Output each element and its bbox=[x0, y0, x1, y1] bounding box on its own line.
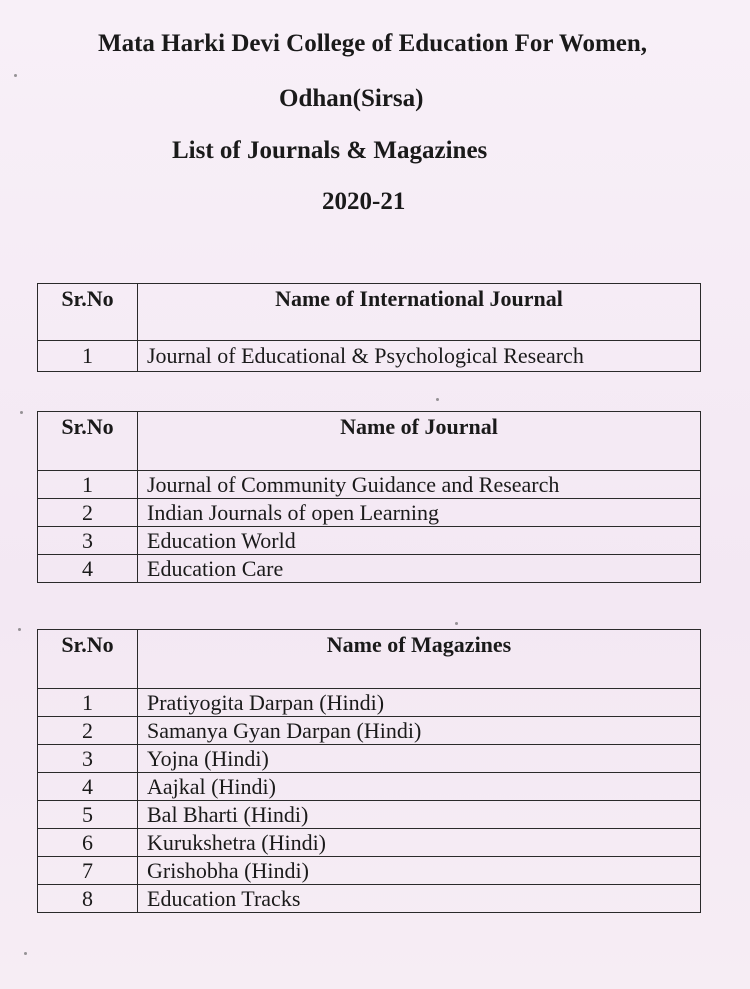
table-row bbox=[38, 717, 701, 745]
magazine-name-cell: Bal Bharti (Hindi) bbox=[138, 801, 701, 829]
sr-no-header: Sr.No bbox=[38, 284, 138, 341]
table-row bbox=[38, 829, 701, 857]
scan-speck bbox=[14, 74, 17, 77]
table-row bbox=[38, 527, 701, 555]
sr-no-cell: 5 bbox=[38, 801, 138, 829]
session-title: 2020-21 bbox=[322, 188, 406, 215]
table-header-row bbox=[38, 630, 701, 689]
sr-no-cell: 3 bbox=[38, 745, 138, 773]
scan-speck bbox=[436, 398, 439, 401]
scan-speck bbox=[24, 952, 27, 955]
journal-name-cell: Journal of Community Guidance and Research bbox=[138, 471, 701, 499]
table-row bbox=[38, 857, 701, 885]
table-row bbox=[38, 773, 701, 801]
sr-no-cell: 2 bbox=[38, 717, 138, 745]
sr-no-cell: 2 bbox=[38, 499, 138, 527]
table-row bbox=[38, 341, 701, 372]
sr-no-cell: 4 bbox=[38, 773, 138, 801]
table-row bbox=[38, 745, 701, 773]
sr-no-cell: 6 bbox=[38, 829, 138, 857]
table-header-row bbox=[38, 284, 701, 341]
journal-header: Name of Journal bbox=[138, 412, 701, 471]
sr-no-cell: 1 bbox=[38, 689, 138, 717]
magazine-name-cell: Education Tracks bbox=[138, 885, 701, 913]
sr-no-cell: 8 bbox=[38, 885, 138, 913]
journal-name-cell: Education Care bbox=[138, 555, 701, 583]
international-journal-header: Name of International Journal bbox=[138, 284, 701, 341]
location-title: Odhan(Sirsa) bbox=[279, 85, 424, 112]
scan-speck bbox=[20, 411, 23, 414]
table-row bbox=[38, 555, 701, 583]
journal-table bbox=[37, 411, 701, 583]
institution-title: Mata Harki Devi College of Education For Women, bbox=[98, 30, 648, 57]
magazine-name-cell: Samanya Gyan Darpan (Hindi) bbox=[138, 717, 701, 745]
magazine-name-cell: Yojna (Hindi) bbox=[138, 745, 701, 773]
sr-no-header: Sr.No bbox=[38, 630, 138, 689]
sr-no-cell: 7 bbox=[38, 857, 138, 885]
magazines-header: Name of Magazines bbox=[138, 630, 701, 689]
magazine-name-cell: Kurukshetra (Hindi) bbox=[138, 829, 701, 857]
table-row bbox=[38, 689, 701, 717]
scan-speck bbox=[18, 628, 21, 631]
table-row bbox=[38, 885, 701, 913]
magazine-name-cell: Grishobha (Hindi) bbox=[138, 857, 701, 885]
magazine-name-cell: Aajkal (Hindi) bbox=[138, 773, 701, 801]
table-row bbox=[38, 801, 701, 829]
table-header-row bbox=[38, 412, 701, 471]
table-row bbox=[38, 471, 701, 499]
magazines-table bbox=[37, 629, 701, 913]
list-title: List of Journals & Magazines bbox=[172, 137, 488, 164]
sr-no-cell: 3 bbox=[38, 527, 138, 555]
journal-name-cell: Indian Journals of open Learning bbox=[138, 499, 701, 527]
international-journal-table bbox=[37, 283, 701, 372]
scan-speck bbox=[455, 622, 458, 625]
journal-name-cell: Journal of Educational & Psychological Research bbox=[138, 341, 701, 372]
magazine-name-cell: Pratiyogita Darpan (Hindi) bbox=[138, 689, 701, 717]
sr-no-header: Sr.No bbox=[38, 412, 138, 471]
sr-no-cell: 1 bbox=[38, 471, 138, 499]
sr-no-cell: 1 bbox=[38, 341, 138, 372]
table-row bbox=[38, 499, 701, 527]
journal-name-cell: Education World bbox=[138, 527, 701, 555]
sr-no-cell: 4 bbox=[38, 555, 138, 583]
